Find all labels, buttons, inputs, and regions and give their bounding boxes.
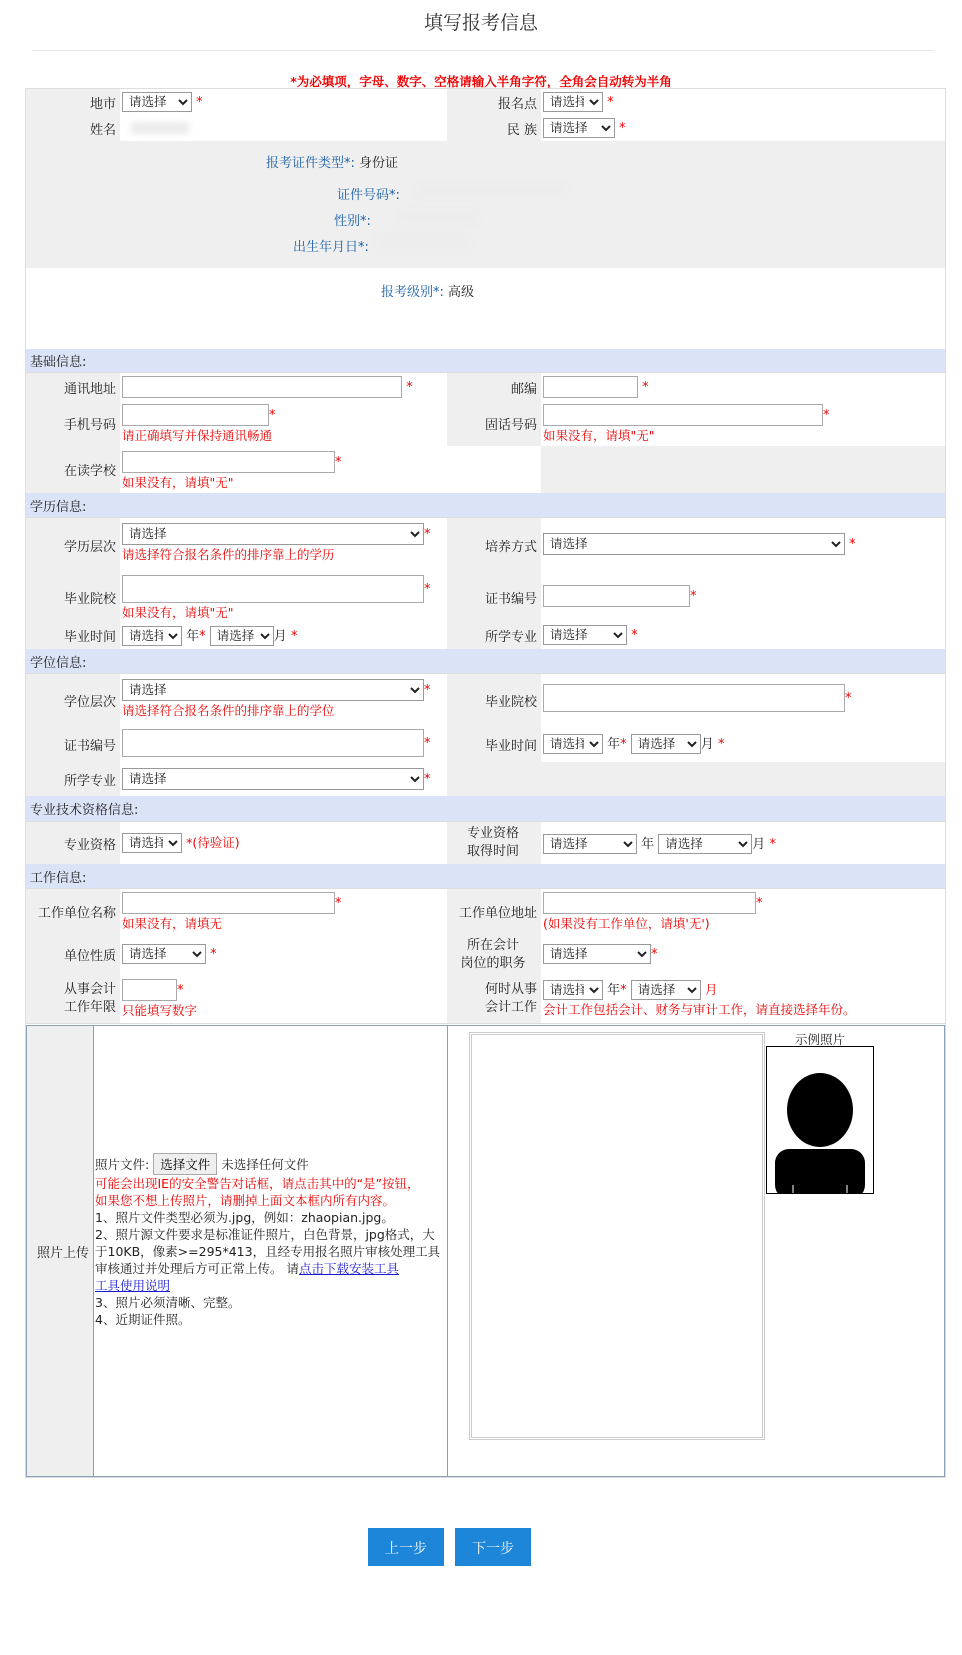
phone-label: 固话号码	[447, 401, 541, 446]
edu-major-label: 所学专业	[447, 622, 541, 649]
row-city-site	[26, 89, 945, 116]
gender-redacted	[398, 211, 478, 223]
phone-input[interactable]	[543, 404, 823, 426]
qualification-time-label	[447, 822, 541, 864]
row-unit-name-addr	[26, 889, 945, 935]
degree-grad-year-select[interactable]	[543, 734, 603, 754]
unit-type-required: *	[210, 947, 217, 962]
photo-rule-2	[95, 1226, 445, 1294]
edu-mode-required: *	[849, 537, 856, 552]
edu-grad-year-select[interactable]	[122, 626, 182, 646]
unit-addr-input[interactable]	[543, 892, 756, 914]
id-number-redacted	[416, 184, 566, 196]
id-type-value: 身份证	[359, 156, 399, 171]
edu-month-required: *	[290, 629, 298, 644]
degree-month-required: *	[717, 737, 725, 752]
since-label-1: 何时从事	[484, 982, 537, 997]
photo-rule-4: 4、近期证件照。	[95, 1312, 191, 1327]
years-hint: 只能填写数字	[122, 1003, 198, 1018]
city-label: 地市	[26, 89, 120, 115]
qualification-time-label-2: 取得时间	[466, 844, 519, 859]
mobile-required: *	[269, 408, 276, 423]
degree-year-required: *	[620, 737, 627, 752]
ethnic-required: *	[619, 121, 626, 136]
degree-grad-time-label: 毕业时间	[447, 726, 541, 762]
divider	[32, 50, 934, 51]
degree-cert-input[interactable]	[122, 729, 424, 757]
edu-school-input[interactable]	[122, 575, 424, 603]
edu-school-required: *	[424, 582, 431, 597]
prev-button[interactable]: 上一步	[368, 1528, 444, 1566]
photo-rule-3: 3、照片必须清晰、完整。	[95, 1295, 241, 1310]
photo-warning-remove: 如果您不想上传照片，请删掉上面文本框内所有内容。	[95, 1193, 396, 1208]
degree-level-required: *	[424, 683, 431, 698]
photo-preview-box	[469, 1032, 765, 1440]
phone-required: *	[823, 408, 830, 423]
since-year-required: *	[620, 983, 627, 998]
address-input[interactable]	[122, 376, 402, 398]
photo-file-label: 照片文件:	[95, 1157, 150, 1172]
degree-school-required: *	[845, 691, 852, 706]
row-school	[26, 446, 945, 494]
degree-year-unit: 年	[607, 737, 621, 752]
row-name-ethnic	[26, 115, 945, 142]
qualification-month-select[interactable]	[658, 834, 752, 854]
row-degree-cert-time	[26, 726, 945, 763]
since-label-2: 会计工作	[484, 1000, 537, 1015]
ethnic-select[interactable]	[543, 118, 615, 138]
qualification-year-select[interactable]	[543, 834, 637, 854]
gender-label: 性别*:	[334, 214, 371, 229]
site-required: *	[607, 95, 614, 110]
choose-file-button[interactable]: 选择文件	[153, 1153, 217, 1175]
edu-month-unit: 月	[273, 629, 287, 644]
degree-major-select[interactable]	[122, 768, 424, 790]
unit-addr-label: 工作单位地址	[447, 889, 541, 934]
id-number-label: 证件号码*:	[337, 188, 400, 203]
since-month-select[interactable]	[631, 980, 701, 1000]
since-label	[447, 975, 541, 1023]
edu-school-label: 毕业院校	[26, 572, 120, 622]
school-hint: 如果没有，请填"无"	[122, 475, 234, 490]
site-label: 报名点	[447, 89, 541, 115]
school-label: 在读学校	[26, 446, 120, 493]
degree-major-required: *	[424, 772, 431, 787]
years-input[interactable]	[122, 979, 177, 1001]
photo-file-row	[95, 1153, 445, 1175]
row-qualification	[26, 822, 945, 865]
edu-cert-label: 证书编号	[447, 572, 541, 622]
duty-label-1: 所在会计	[466, 937, 519, 953]
section-basic: 基础信息:	[26, 349, 945, 373]
edu-school-hint: 如果没有，请填"无"	[122, 605, 234, 620]
mobile-label: 手机号码	[26, 401, 120, 446]
degree-month-unit: 月	[700, 737, 714, 752]
qualification-label: 专业资格	[26, 822, 120, 864]
unit-addr-hint: (如果没有工作单位，请填'无')	[543, 916, 710, 931]
since-year-select[interactable]	[543, 980, 603, 1000]
degree-school-input[interactable]	[543, 684, 845, 712]
row-degree-major	[26, 762, 945, 797]
section-education: 学历信息:	[26, 493, 945, 518]
degree-grad-month-select[interactable]	[631, 734, 701, 754]
edu-major-required: *	[631, 628, 638, 643]
unit-addr-required: *	[756, 896, 763, 911]
registration-form	[25, 88, 946, 1478]
duty-label	[447, 934, 541, 975]
since-month-unit: 月	[704, 982, 718, 997]
section-qualification: 专业技术资格信息:	[26, 796, 945, 822]
download-tool-link[interactable]: 点击下载安装工具	[298, 1261, 399, 1276]
qualification-time-label-1: 专业资格	[466, 826, 519, 841]
city-select[interactable]	[122, 92, 192, 112]
city-required: *	[196, 95, 203, 110]
degree-school-label: 毕业院校	[447, 674, 541, 726]
edu-level-required: *	[424, 527, 431, 542]
unit-type-label: 单位性质	[26, 934, 120, 975]
years-required: *	[177, 983, 184, 998]
sample-photo-silhouette-icon	[767, 1047, 873, 1193]
edu-cert-required: *	[690, 589, 697, 604]
duty-required: *	[651, 947, 658, 962]
level-value: 高级	[448, 285, 475, 300]
qualification-month-unit: 月	[752, 837, 766, 852]
tool-guide-link[interactable]: 工具使用说明	[95, 1278, 171, 1293]
postcode-required: *	[642, 380, 649, 395]
row-edu-level-mode	[26, 518, 945, 573]
row-years-since	[26, 975, 945, 1024]
edu-mode-select[interactable]	[543, 533, 845, 555]
degree-cert-required: *	[424, 736, 431, 751]
photo-rule-1: 1、照片文件类型必须为.jpg，例如：zhaopian.jpg。	[95, 1210, 394, 1225]
school-input[interactable]	[122, 451, 335, 473]
qualification-verify-note: *(待验证)	[186, 835, 240, 850]
row-degree-level-school	[26, 674, 945, 727]
duty-label-2: 岗位的职务	[460, 955, 526, 971]
qualification-select[interactable]	[122, 833, 182, 853]
degree-cert-label: 证书编号	[26, 726, 120, 762]
row-unit-type-duty	[26, 934, 945, 976]
section-work: 工作信息:	[26, 864, 945, 889]
photo-file-status: 未选择任何文件	[221, 1157, 309, 1172]
site-select[interactable]	[543, 92, 603, 112]
unit-name-label: 工作单位名称	[26, 889, 120, 934]
qualification-time-required: *	[769, 837, 776, 852]
years-label-2: 工作年限	[63, 1000, 116, 1015]
edu-level-select[interactable]	[122, 523, 424, 545]
degree-level-label: 学位层次	[26, 674, 120, 726]
years-label	[26, 975, 120, 1023]
qualification-year-unit: 年	[641, 837, 655, 852]
row-mobile-phone	[26, 401, 945, 447]
name-value-redacted	[130, 122, 190, 134]
since-year-unit: 年	[607, 983, 621, 998]
sample-photo-label: 示例照片	[794, 1032, 845, 1047]
phone-hint: 如果没有，请填"无"	[543, 428, 655, 443]
unit-type-select[interactable]	[122, 944, 206, 964]
row-edu-school-cert	[26, 572, 945, 623]
name-label: 姓名	[26, 115, 120, 141]
birth-label: 出生年月日*:	[293, 240, 369, 255]
edu-major-select[interactable]	[543, 625, 627, 645]
unit-name-hint: 如果没有，请填无	[122, 916, 223, 931]
row-address-postcode	[26, 373, 945, 402]
mobile-input[interactable]	[122, 404, 269, 426]
mobile-hint: 请正确填写并保持通讯畅通	[122, 428, 273, 443]
edu-grad-month-select[interactable]	[210, 626, 274, 646]
address-required: *	[406, 380, 413, 395]
address-label: 通讯地址	[26, 373, 120, 401]
ethnic-label: 民 族	[447, 115, 541, 141]
id-type-label: 报考证件类型*:	[266, 156, 355, 171]
photo-label: 照片上传	[27, 1026, 94, 1476]
postcode-input[interactable]	[543, 376, 638, 398]
section-degree: 学位信息:	[26, 649, 945, 674]
years-label-1: 从事会计	[63, 982, 116, 997]
duty-select[interactable]	[543, 944, 651, 964]
level-label: 报考级别*:	[381, 285, 444, 300]
school-required: *	[335, 455, 342, 470]
edu-level-hint: 请选择符合报名条件的排序靠上的学历	[122, 547, 335, 562]
required-notice: *为必填项，字母、数字、空格请输入半角字符，全角会自动转为半角	[290, 74, 672, 89]
next-button[interactable]: 下一步	[455, 1528, 531, 1566]
unit-name-required: *	[335, 896, 342, 911]
degree-level-hint: 请选择符合报名条件的排序靠上的学位	[122, 703, 335, 718]
birth-redacted	[376, 237, 471, 249]
edu-level-label: 学历层次	[26, 518, 120, 572]
degree-level-select[interactable]	[122, 679, 424, 701]
photo-rule-2-text: 2、照片源文件要求是标准证件照片，白色背景，jpg格式，大于10KB，像素>=295*413，且经专用报名照片审核处理工具审核通过并处理后方可正常上传。 请	[95, 1227, 441, 1276]
photo-warning-ie: 可能会出现IE的安全警告对话框，请点击其中的“是”按钮，	[95, 1176, 420, 1191]
photo-upload-block	[26, 1025, 945, 1477]
identity-block	[26, 141, 945, 269]
edu-mode-label: 培养方式	[447, 518, 541, 572]
level-block	[26, 268, 945, 350]
page-title: 填写报考信息	[423, 12, 538, 34]
edu-grad-time-label: 毕业时间	[26, 622, 120, 649]
sample-photo	[766, 1046, 874, 1194]
postcode-label: 邮编	[447, 373, 541, 401]
degree-major-label: 所学专业	[26, 762, 120, 796]
since-hint: 会计工作包括会计、财务与审计工作，请直接选择年份。	[543, 1002, 856, 1017]
edu-year-required: *	[199, 629, 206, 644]
edu-cert-input[interactable]	[543, 585, 690, 607]
row-edu-time-major	[26, 622, 945, 650]
edu-year-unit: 年	[186, 629, 200, 644]
unit-name-input[interactable]	[122, 892, 335, 914]
